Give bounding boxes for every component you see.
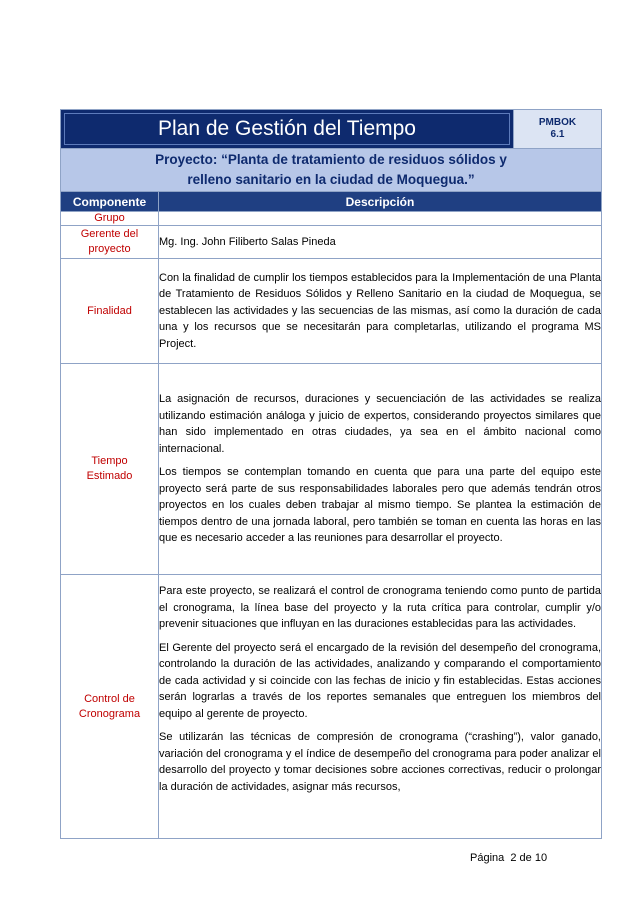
tiempo-paragraph-2: Los tiempos se contemplan tomando en cuenta que para una parte del equipo este proyecto será parte de sus responsabilidades laborales pero que además tendrán otros proyectos en los cuales deben trabajar al mismo tiempo. Se plantea la estimación de tiempos dentro de una jornada laboral, pero también se toman en cuenta las horas en las que es necesario acceder a las reuniones para desarrollar el proyecto. (159, 466, 601, 545)
table-row-gerente (61, 226, 602, 259)
table-row-finalidad (61, 259, 602, 364)
column-header-descripcion: Descripción (159, 192, 602, 212)
row-value-finalidad (159, 259, 602, 364)
row-value-grupo (159, 212, 602, 226)
row-label-tiempo-estimado (61, 364, 159, 575)
pmbok-version: 6.1 (550, 129, 565, 140)
time-management-plan-table (60, 109, 602, 839)
project-row (61, 149, 602, 192)
row-value-tiempo-estimado (159, 364, 602, 575)
project-title-line1: Proyecto: “Planta de tratamiento de residuos sólidos y (155, 152, 507, 167)
finalidad-paragraph-1: Con la finalidad de cumplir los tiempos establecidos para la Implementación de una Planta de Tratamiento de Residuos Sólidos y Relleno Sanitario en la ciudad de Moquegua, se establecen las actividades y las secuencias de las mismas, así como la duración de cada una y los recursos que se necesitarán para completarlas, utilizando el programa MS Project. (159, 271, 601, 350)
project-title-line2: relleno sanitario en la ciudad de Moquegua.” (187, 172, 475, 187)
row-value-gerente: Mg. Ing. John Filiberto Salas Pineda (159, 226, 602, 259)
column-header-row (61, 192, 602, 212)
control-paragraph-2: El Gerente del proyecto será el encargado de la revisión del desempeño del cronograma, controlando la duración de las actividades, analizando y comparando el comportamiento de cada actividad y si coincide con las fechas de inicio y fin establecidas. Estas acciones serán lograrlas a través de los reportes semanales que entreguen los miembros del equipo al gerente de proyecto. (159, 641, 601, 720)
row-value-control-cronograma (159, 575, 602, 839)
pmbok-badge (514, 110, 602, 149)
row-label-control-cronograma (61, 575, 159, 839)
table-row-grupo (61, 212, 602, 226)
page-number: Página 2 de 10 (470, 852, 548, 864)
project-title (61, 149, 602, 192)
control-paragraph-1: Para este proyecto, se realizará el control de cronograma teniendo como punto de partida el cronograma, la línea base del proyecto y la ruta crítica para controlar, cumplir y/o prevenir situaciones que influyan en las duraciones establecidas para las actividades. (159, 585, 601, 630)
row-label-control-line1: Control de (84, 692, 135, 705)
row-label-finalidad: Finalidad (61, 259, 159, 364)
control-paragraph-3: Se utilizarán las técnicas de compresión de cronograma (“crashing”), valor ganado, variación del cronograma y el índice de desempeño del cronograma para poder analizar el desarrollo del proyecto y tomar decisiones sobre acciones correctivas, reducir o prolongar la duración de actividades, asignar más recursos, (159, 731, 601, 793)
table-row-control-cronograma (61, 575, 602, 839)
pmbok-label: PMBOK (538, 117, 577, 128)
table-row-tiempo-estimado (61, 364, 602, 575)
column-header-componente: Componente (61, 192, 159, 212)
row-label-control-line2: Cronograma (78, 707, 141, 720)
row-label-gerente-line2: proyecto (88, 243, 131, 255)
row-label-grupo: Grupo (61, 212, 159, 226)
row-label-gerente-line1: Gerente del (80, 228, 139, 240)
row-label-tiempo-line1: Tiempo (91, 455, 128, 467)
row-label-gerente (61, 226, 159, 259)
title-row (61, 110, 602, 149)
row-label-tiempo-line2: Estimado (86, 470, 133, 482)
tiempo-paragraph-1: La asignación de recursos, duraciones y secuenciación de las actividades se realiza utilizando estimación análoga y juicio de expertos, considerando proyectos similares que han sido implementado en otras ciudades, ya sea en el ámbito nacional como internacional. (159, 393, 601, 455)
plan-title: Plan de Gestión del Tiempo (61, 110, 514, 149)
